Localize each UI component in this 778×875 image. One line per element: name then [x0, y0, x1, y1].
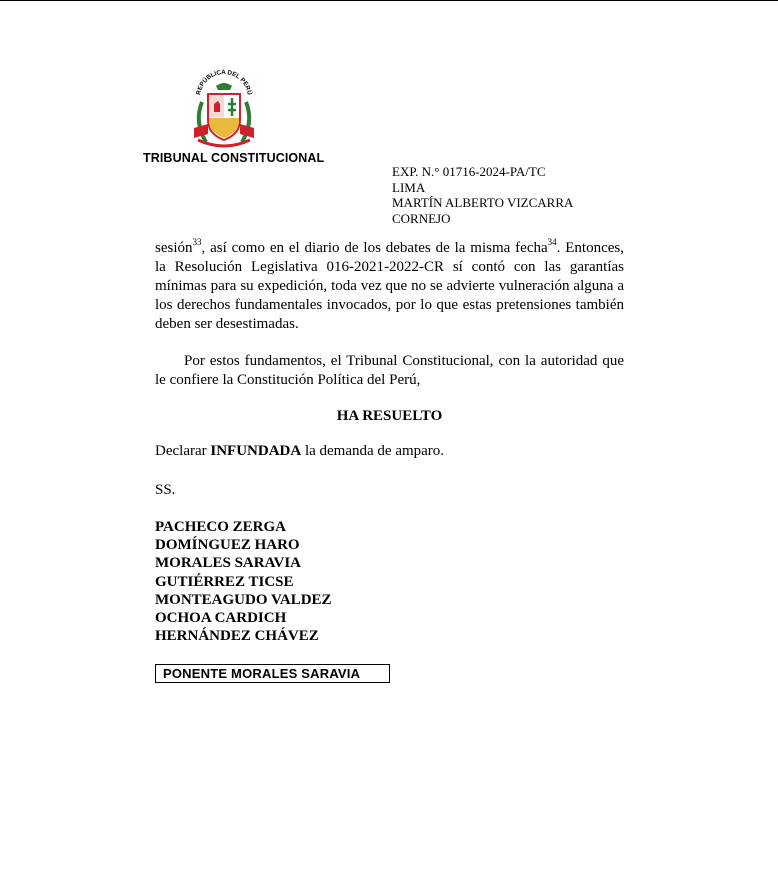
ponente-box: PONENTE MORALES SARAVIA	[155, 664, 390, 683]
ss-abbreviation: SS.	[155, 482, 176, 498]
magistrate-name: OCHOA CARDICH	[155, 610, 287, 627]
magistrates-list	[155, 518, 332, 645]
p2-text: Por estos fundamentos, el Tribunal Constitucional, con la autoridad que le confiere la Constitución Política del Perú,	[155, 353, 624, 388]
decision-post: la demanda de amparo.	[301, 443, 445, 459]
seal-text: REPÚBLICA DEL PERÚ	[195, 68, 253, 96]
paragraph-1	[155, 239, 624, 334]
institution-name: TRIBUNAL CONSTITUCIONAL	[143, 151, 325, 165]
party-line-1: MARTÍN ALBERTO VIZCARRA	[392, 195, 574, 210]
footnote-ref-34[interactable]: 34	[547, 237, 557, 247]
magistrate-name: MONTEAGUDO VALDEZ	[155, 591, 332, 608]
paragraph-2	[155, 352, 624, 390]
exp-number: EXP. N.° 01716-2024-PA/TC	[392, 164, 546, 179]
p1-part-c: . Entonces, la Resolución Legislativa 016-2021-2022-CR sí contó con las garantías mínimas para su expedición, toda vez que no se advierte vulneración alguna a los derechos fundamentales invocados, por lo que estas pretensiones también deben ser desestimadas.	[155, 240, 624, 332]
left-flag	[194, 124, 208, 138]
decision-pre: Declarar	[155, 443, 211, 459]
party-line-2: CORNEJO	[392, 210, 451, 226]
city: LIMA	[392, 179, 426, 195]
case-reference	[392, 164, 573, 226]
decision-line	[155, 443, 444, 460]
top-border-line	[0, 0, 778, 1]
crown-shape	[216, 83, 232, 90]
magistrate-name: PACHECO ZERGA	[155, 519, 286, 535]
decision-verdict: INFUNDADA	[210, 443, 302, 459]
magistrate-name: GUTIÉRREZ TICSE	[155, 573, 294, 590]
p1-part-b: , así como en el diario de los debates de la misma fecha	[201, 240, 548, 256]
svg-text:REPÚBLICA DEL PERÚ	[195, 69, 253, 96]
right-flag	[240, 124, 254, 138]
p1-part-a: sesión	[155, 240, 193, 256]
magistrate-name: MORALES SARAVIA	[155, 555, 302, 572]
coat-of-arms-logo	[188, 68, 260, 148]
magistrate-name: DOMÍNGUEZ HARO	[155, 537, 300, 554]
footnote-ref-33[interactable]: 33	[192, 237, 202, 247]
resolution-heading: HA RESUELTO	[336, 408, 443, 424]
magistrate-name: HERNÁNDEZ CHÁVEZ	[155, 628, 319, 645]
